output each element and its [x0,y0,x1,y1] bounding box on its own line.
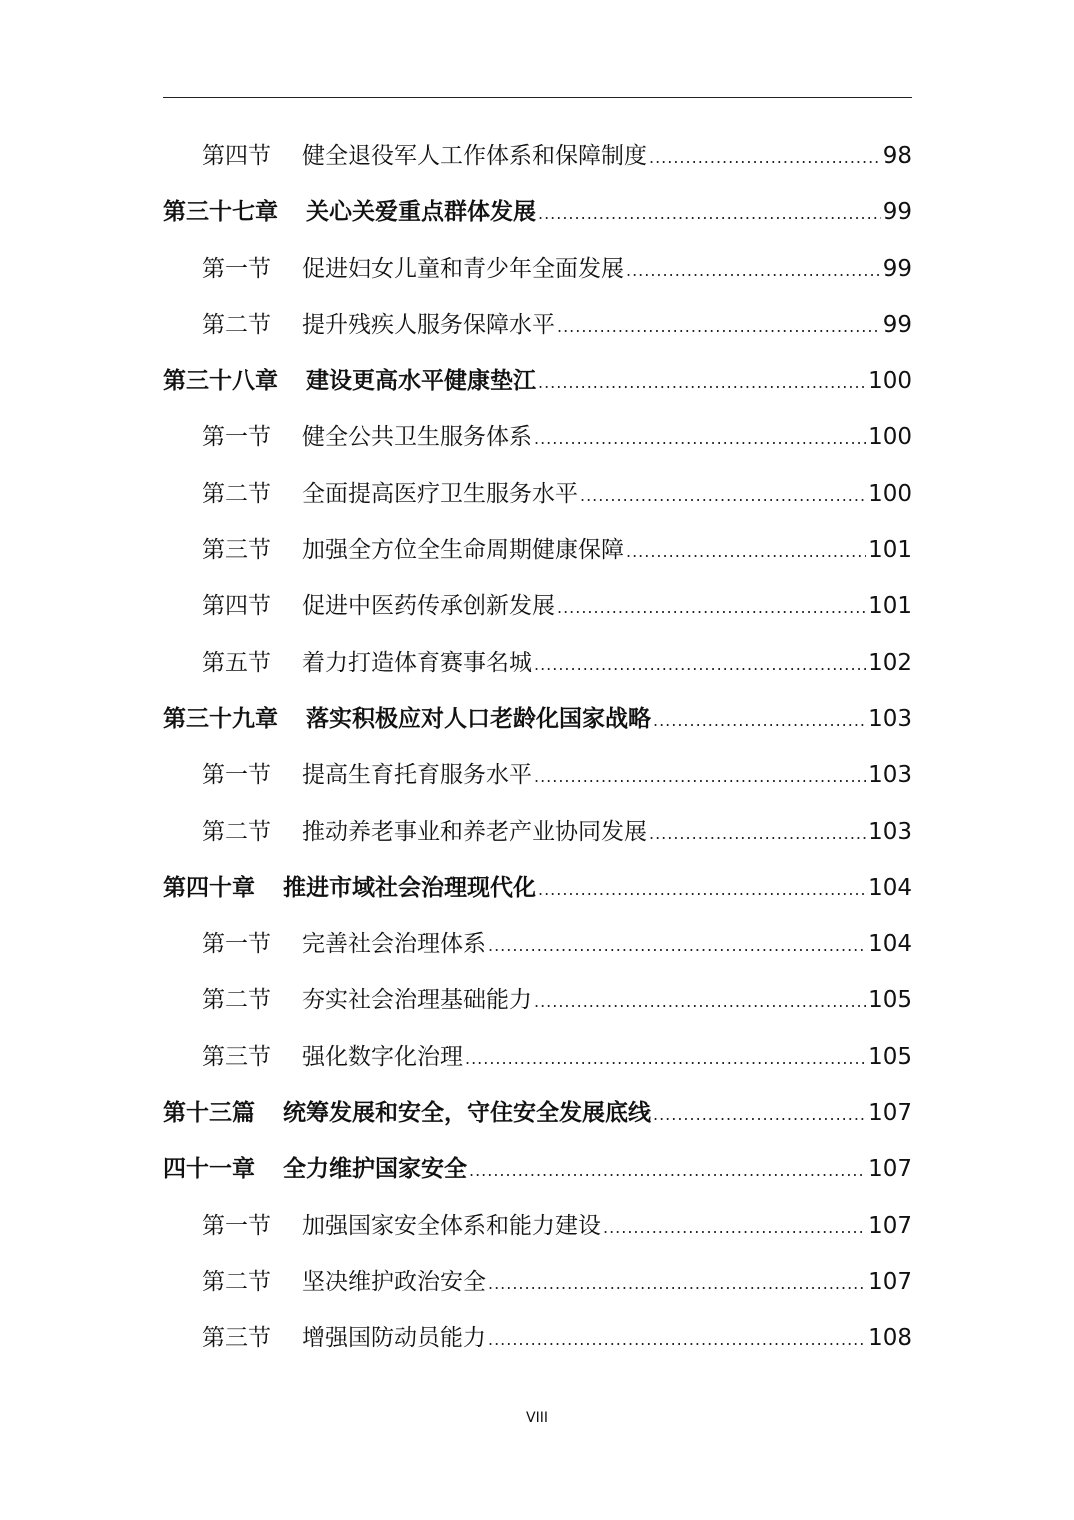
dot-leader [580,468,866,524]
toc-entry-title: 着力打造体育赛事名城 [302,649,532,676]
toc-entry-label: 第五节 [202,649,271,676]
toc-entry-page: 103 [868,705,912,732]
dot-leader [534,749,866,805]
dot-leader [534,637,866,693]
toc-entry-label: 第一节 [202,255,271,282]
toc-entry-page: 107 [868,1100,912,1127]
toc-entry[interactable] [163,522,912,578]
dot-leader [534,974,866,1030]
toc-entry-title: 健全退役军人工作体系和保障制度 [302,143,647,169]
toc-entry[interactable] [163,128,912,184]
toc-entry-title: 推动养老事业和养老产业协同发展 [302,818,647,845]
toc-entry[interactable] [163,466,912,522]
toc-entry-title: 坚决维护政治安全 [302,1268,486,1295]
toc-entry-title: 关心关爱重点群体发展 [306,199,536,226]
dot-leader [626,524,866,580]
toc-entry-label: 第二节 [202,818,271,845]
toc-entry-label: 第四节 [202,143,271,169]
dot-leader [557,299,881,355]
toc-entry-title: 促进妇女儿童和青少年全面发展 [302,255,624,282]
toc-entry-title: 提升残疾人服务保障水平 [302,311,555,338]
toc-entry[interactable] [163,1141,912,1197]
toc-entry-title: 完善社会治理体系 [302,931,486,958]
dot-leader [488,918,866,974]
toc-entry-label: 第三十七章 [163,199,278,226]
header-rule [163,97,912,98]
toc-entry-page: 107 [868,1212,912,1239]
toc-entry-title: 加强国家安全体系和能力建设 [302,1212,601,1239]
toc-entry-page: 100 [868,368,912,395]
toc-entry-label: 第二节 [202,311,271,338]
toc-entry-label: 第一节 [202,931,271,958]
toc-entry-page: 102 [868,649,912,676]
toc-entry[interactable] [163,1029,912,1085]
toc-entry[interactable] [163,353,912,409]
toc-entry-page: 103 [868,762,912,789]
toc-entry-label: 第二节 [202,1268,271,1295]
toc-entry-label: 第三节 [202,1325,271,1352]
toc-entry[interactable] [163,578,912,634]
toc-entry-title: 全力维护国家安全 [283,1156,467,1183]
toc-entry-title: 增强国防动员能力 [302,1325,486,1352]
toc-entry-title: 夯实社会治理基础能力 [302,987,532,1014]
toc-entry-title: 加强全方位全生命周期健康保障 [302,537,624,564]
dot-leader [653,693,866,749]
dot-leader [488,1312,866,1368]
toc-entry-title: 统筹发展和安全，守住安全发展底线 [283,1100,651,1127]
toc-entry-page: 107 [868,1268,912,1295]
toc-entry[interactable] [163,691,912,747]
toc-entry[interactable] [163,297,912,353]
dot-leader [538,186,881,242]
toc-entry[interactable] [163,1254,912,1310]
toc-entry-label: 第一节 [202,762,271,789]
toc-entry-label: 第三十八章 [163,368,278,395]
toc-entry-label: 第二节 [202,480,271,507]
toc-entry[interactable] [163,916,912,972]
toc-entry-label: 第四十章 [163,874,255,901]
toc-entry-label: 第十三篇 [163,1100,255,1127]
toc-entry-page: 99 [882,199,912,226]
toc-entry-label: 第三节 [202,1043,271,1070]
toc-entry-title: 推进市域社会治理现代化 [283,874,536,901]
dot-leader [557,580,866,636]
toc-entry-page: 108 [868,1325,912,1352]
toc-entry[interactable] [163,635,912,691]
toc-entry[interactable] [163,804,912,860]
toc-entry-page: 100 [868,480,912,507]
page-number: VIII [526,1410,548,1426]
toc-entry-label: 第二节 [202,987,271,1014]
toc-entry-title: 提高生育托育服务水平 [302,762,532,789]
toc-entry-label: 第一节 [202,1212,271,1239]
toc-entry-page: 105 [868,987,912,1014]
toc-entry[interactable] [163,184,912,240]
toc-entry-page: 103 [868,818,912,845]
toc-entry-page: 104 [868,874,912,901]
toc-entry-label: 第一节 [202,424,271,451]
toc-entry[interactable] [163,972,912,1028]
toc-entry-label: 第三节 [202,537,271,564]
dot-leader [469,1143,866,1199]
toc-entry-page: 105 [868,1043,912,1070]
dot-leader [538,355,866,411]
toc-entry[interactable] [163,1198,912,1254]
toc-entry-title: 落实积极应对人口老龄化国家战略 [306,705,651,732]
toc-entry-label: 第四节 [202,593,271,620]
toc-entry-page: 107 [868,1156,912,1183]
toc-entry-page: 98 [882,143,912,169]
table-of-contents [163,128,912,1367]
toc-entry-label: 第三十九章 [163,705,278,732]
dot-leader [488,1256,866,1312]
toc-entry-page: 99 [882,255,912,282]
dot-leader [649,130,881,186]
toc-entry-label: 四十一章 [163,1156,255,1183]
toc-entry-page: 100 [868,424,912,451]
toc-entry-page: 99 [882,311,912,338]
dot-leader [649,806,866,862]
toc-entry-title: 建设更高水平健康垫江 [306,368,536,395]
dot-leader [538,862,866,918]
toc-entry[interactable] [163,409,912,465]
toc-entry-title: 强化数字化治理 [302,1043,463,1070]
toc-entry-title: 健全公共卫生服务体系 [302,424,532,451]
dot-leader [626,243,881,299]
toc-entry[interactable] [163,747,912,803]
toc-entry[interactable] [163,1085,912,1141]
toc-entry[interactable] [163,241,912,297]
dot-leader [465,1031,866,1087]
dot-leader [653,1087,866,1143]
toc-entry-title: 全面提高医疗卫生服务水平 [302,480,578,507]
toc-entry-page: 104 [868,931,912,958]
toc-entry[interactable] [163,860,912,916]
dot-leader [603,1200,866,1256]
dot-leader [534,411,866,467]
toc-entry[interactable] [163,1310,912,1366]
toc-entry-page: 101 [868,537,912,564]
toc-entry-page: 101 [868,593,912,620]
toc-entry-title: 促进中医药传承创新发展 [302,593,555,620]
